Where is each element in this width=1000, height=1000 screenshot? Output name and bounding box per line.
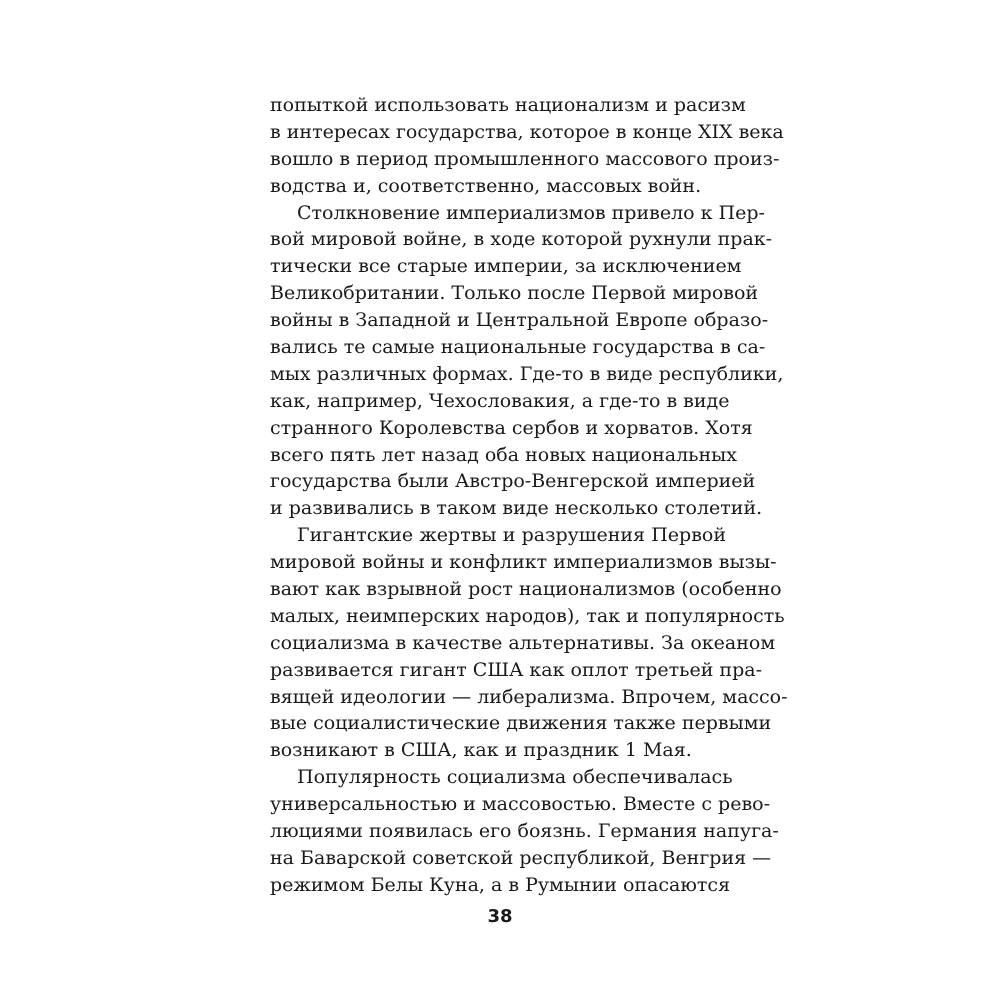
text-line: на Баварской советской республикой, Венгрия — [270, 846, 772, 869]
text-line: и развивались в таком виде несколько столетий. [270, 497, 763, 520]
text-line: странного Королевства сербов и хорватов. Хотя [270, 416, 753, 439]
text-line: мировой войны и конфликт империализмов вызы- [270, 551, 777, 574]
text-line: социализма в качестве альтернативы. За океаном [270, 631, 776, 654]
body-text [270, 92, 788, 899]
text-line: развивается гигант США как оплот третьей пра- [270, 658, 762, 681]
text-line: Великобритании. Только после Первой мировой [270, 282, 759, 305]
text-line: как, например, Чехословакия, а где-то в виде [270, 389, 730, 412]
text-line: вались те самые национальные государства в са- [270, 336, 766, 359]
text-line: вают как взрывной рост национализмов (особенно [270, 578, 782, 601]
text-line: вые социалистические движения также первыми [270, 712, 772, 735]
text-line: вящей идеологии — либерализма. Впрочем, массо- [270, 685, 788, 708]
text-line: войны в Западной и Центральной Европе образо- [270, 309, 769, 332]
text-line: вой мировой войне, в ходе которой рухнули прак- [270, 228, 773, 251]
text-line: Гигантские жертвы и разрушения Первой [297, 524, 726, 547]
text-line: мых различных формах. Где-то в виде республики, [270, 362, 784, 385]
text-line: универсальностью и массовостью. Вместе с рево- [270, 793, 771, 816]
text-line: попыткой использовать национализм и расизм [270, 94, 746, 116]
text-line: люциями появилась его боязнь. Германия напуга- [270, 820, 779, 843]
text-line: Столкновение империализмов привело к Пер- [297, 201, 765, 224]
text-line: тически все старые империи, за исключением [270, 255, 742, 278]
text-line: вошло в период промышленного массового произ- [270, 147, 780, 170]
text-line: режимом Белы Куна, а в Румынии опасаются [270, 873, 731, 896]
text-line: всего пять лет назад оба новых национальных [270, 443, 737, 466]
text-line: государства были Австро-Венгерской империей [270, 470, 756, 493]
page-number: 38 [487, 906, 513, 927]
text-line: возникают в США, как и праздник 1 Мая. [270, 739, 692, 762]
text-line: малых, неимперских народов), так и популярность [270, 604, 785, 627]
text-line: Популярность социализма обеспечивалась [297, 766, 733, 789]
text-line: водства и, соответственно, массовых войн. [270, 174, 702, 197]
text-line: в интересах государства, которое в конце XIX века [270, 120, 784, 143]
